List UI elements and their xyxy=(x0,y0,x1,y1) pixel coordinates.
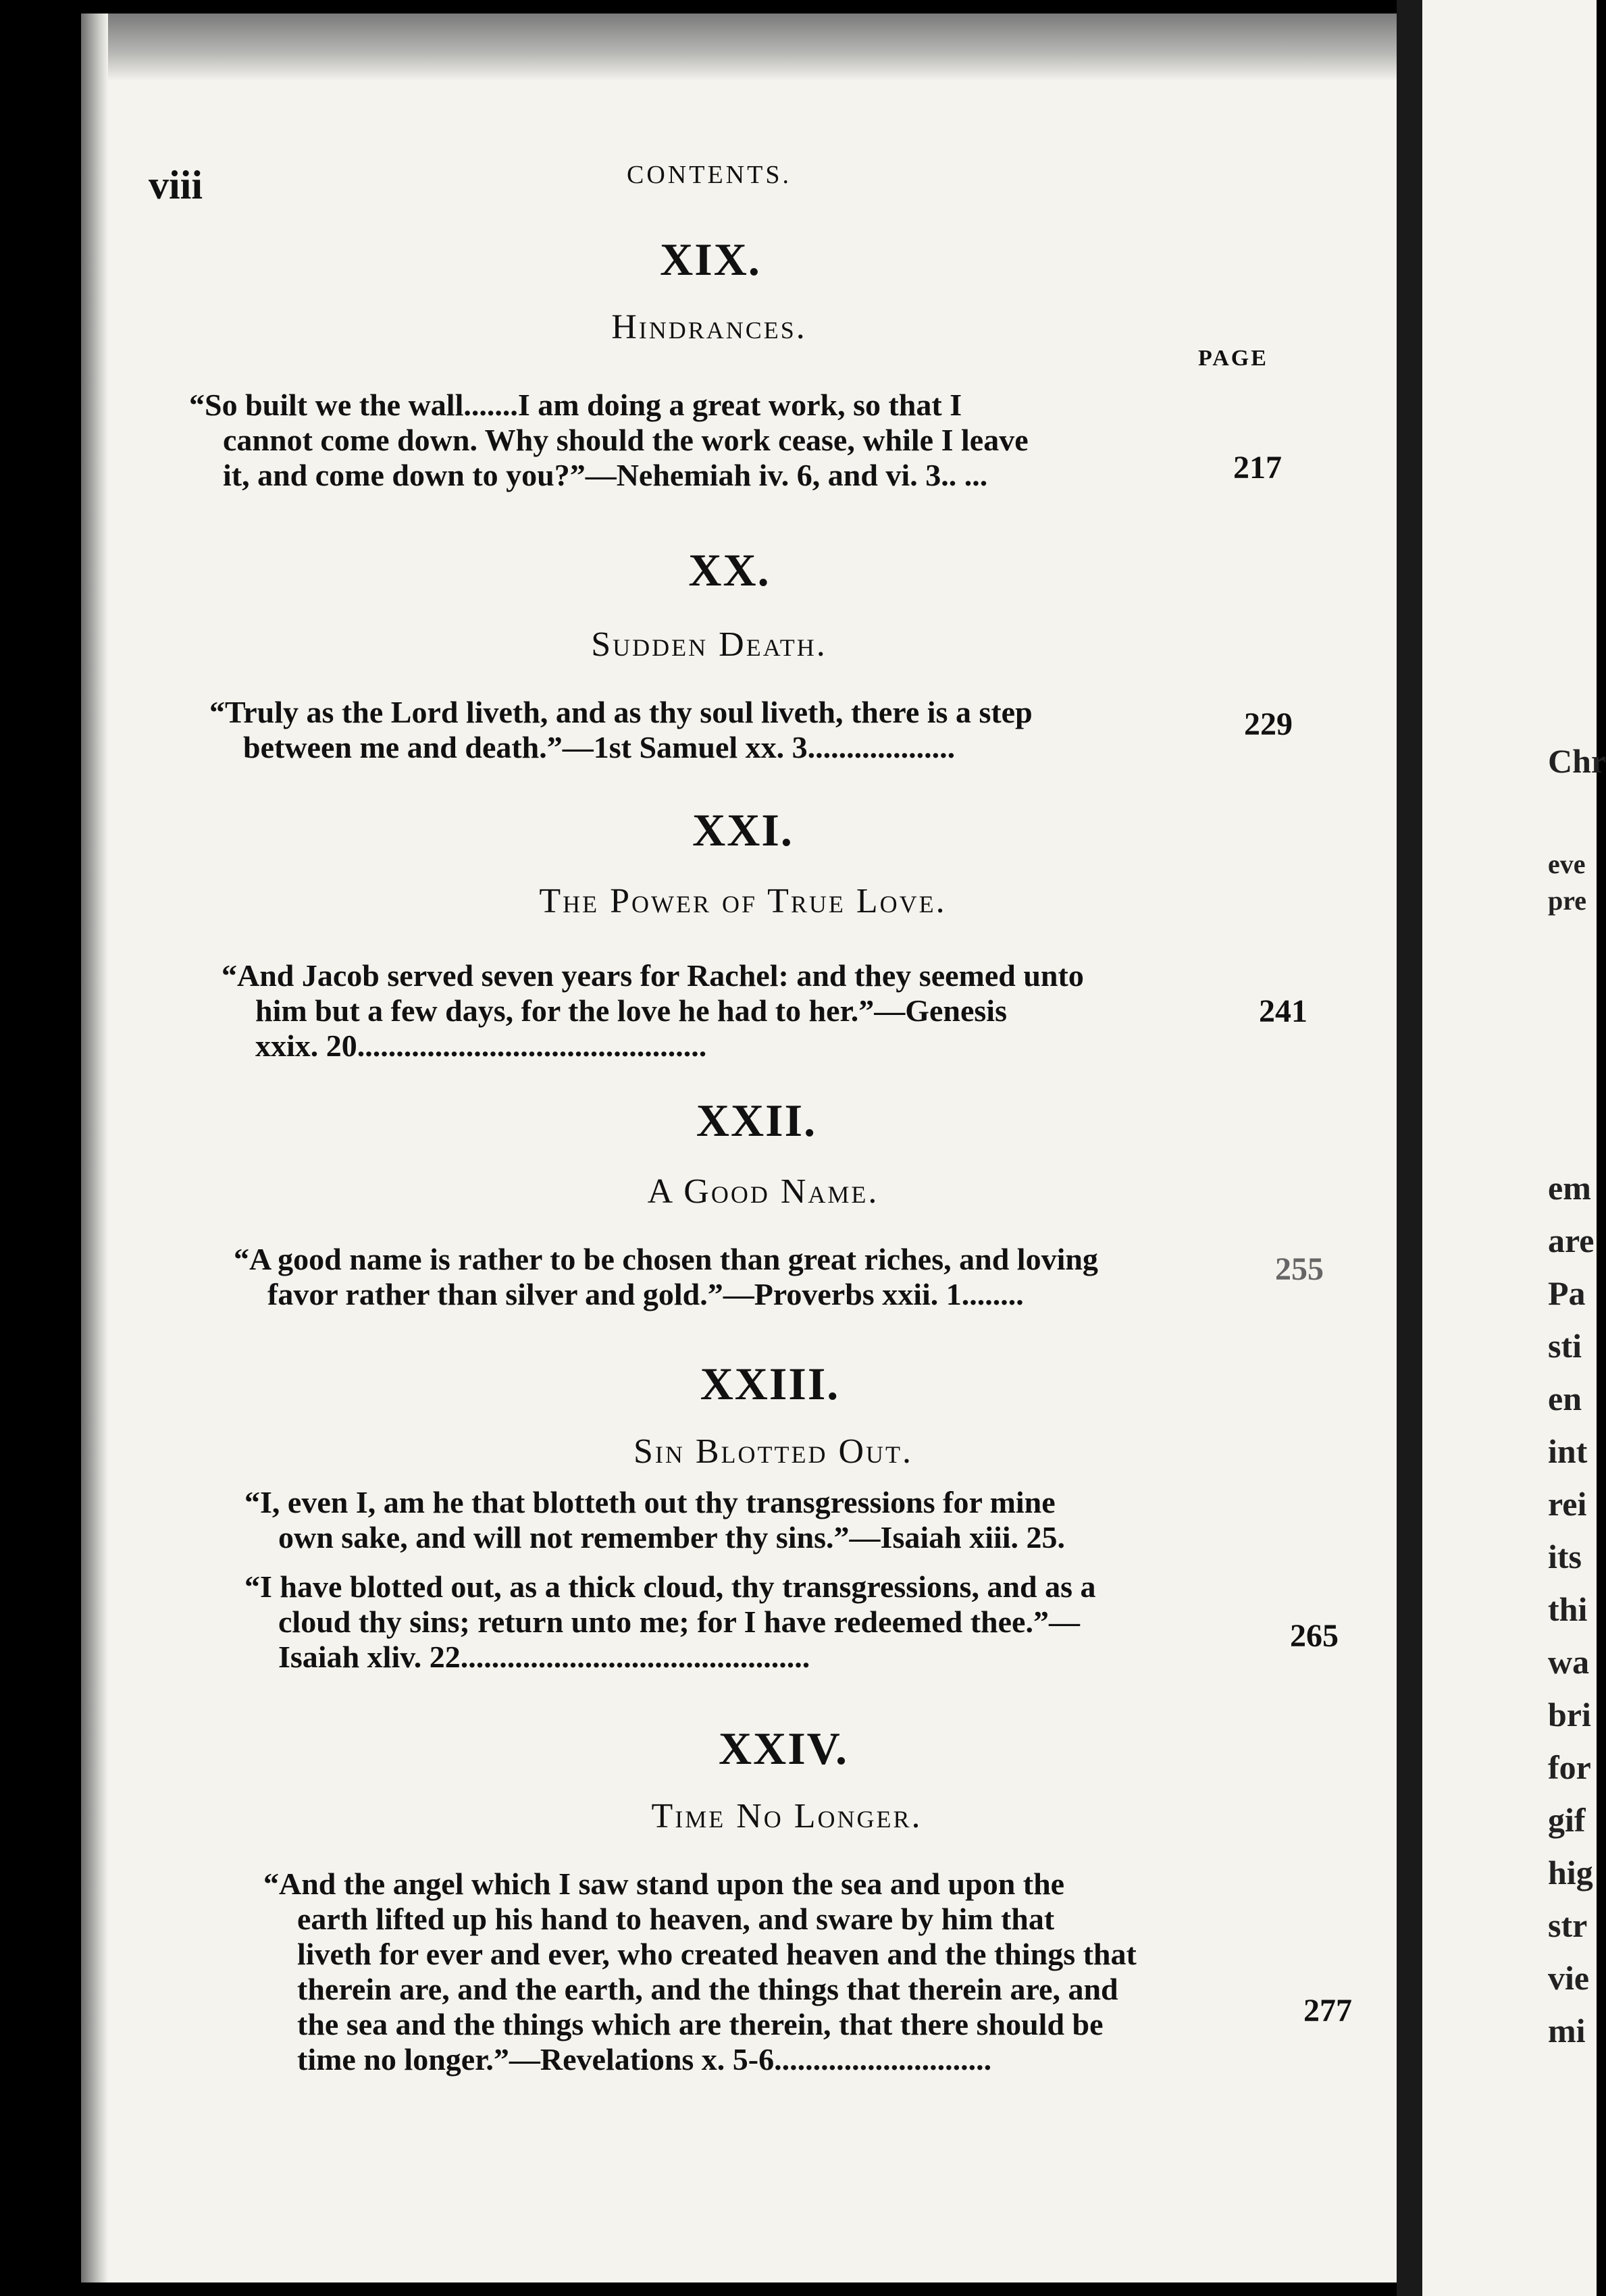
entry-line: it, and come down to you?”—Nehemiah iv. 6, and vi. 3.. ... xyxy=(223,458,988,492)
facing-fragment: mi xyxy=(1548,2012,1586,2050)
entry-line: “I have blotted out, as a thick cloud, thy transgressions, and as a xyxy=(244,1569,1096,1604)
facing-fragment: en xyxy=(1548,1380,1582,1417)
toc-entry xyxy=(263,1867,1290,2078)
facing-fragment: str xyxy=(1548,1906,1588,1944)
facing-fragment: int xyxy=(1548,1432,1588,1470)
entry-line: “A good name is rather to be chosen than great riches, and loving xyxy=(234,1242,1098,1276)
scan-shadow-top xyxy=(81,14,1425,81)
section-numeral: XXI. xyxy=(692,804,794,856)
scan-shadow-left xyxy=(81,14,108,2282)
facing-fragment: gif xyxy=(1548,1801,1586,1839)
book-gutter xyxy=(1397,0,1422,2296)
entry-page-number: 265 xyxy=(1290,1618,1339,1654)
running-head: CONTENTS. xyxy=(627,161,792,189)
section-numeral: XXII. xyxy=(696,1095,817,1146)
facing-fragment: rei xyxy=(1548,1485,1587,1523)
entry-line: the sea and the things which are therein, that there should be xyxy=(297,2007,1104,2041)
facing-fragment: Pa xyxy=(1548,1274,1586,1312)
facing-fragment: Chr xyxy=(1548,742,1606,780)
facing-fragment: are xyxy=(1548,1222,1595,1259)
entry-line: time no longer.”—Revelations x. 5-6............................ xyxy=(297,2042,992,2077)
page-folio: viii xyxy=(149,163,203,207)
facing-fragment: hig xyxy=(1548,1854,1593,1891)
toc-entry xyxy=(222,958,1248,1064)
section-title: The Power of True Love. xyxy=(539,882,947,920)
entry-page-number: 241 xyxy=(1259,993,1307,1029)
entry-line: “I, even I, am he that blotteth out thy transgressions for mine xyxy=(244,1485,1056,1519)
section-numeral: XXIII. xyxy=(700,1358,840,1409)
entry-page-number: 229 xyxy=(1244,706,1293,742)
toc-entry xyxy=(244,1569,1271,1675)
facing-fragment: thi xyxy=(1548,1590,1588,1628)
section-title: A Good Name. xyxy=(647,1172,879,1211)
entry-line: cloud thy sins; return unto me; for I have redeemed thee.”— xyxy=(278,1604,1080,1639)
toc-entry xyxy=(189,388,1236,494)
entry-line: own sake, and will not remember thy sins.”—Isaiah xiii. 25. xyxy=(278,1520,1066,1555)
section-title: Sin Blotted Out. xyxy=(633,1432,914,1471)
facing-fragment: bri xyxy=(1548,1696,1591,1733)
entry-page-number: 255 xyxy=(1275,1251,1324,1287)
entry-line: xxix. 20............................................. xyxy=(255,1028,707,1063)
entry-line: between me and death.”—1st Samuel xx. 3................... xyxy=(243,730,956,764)
toc-entry xyxy=(244,1485,1271,1556)
entry-line: earth lifted up his hand to heaven, and sware by him that xyxy=(297,1902,1055,1936)
section-title: Sudden Death. xyxy=(591,625,827,664)
facing-fragment: eve xyxy=(1548,849,1586,879)
facing-fragment: vie xyxy=(1548,1959,1590,1997)
facing-fragment: for xyxy=(1548,1748,1591,1786)
entry-line: “Truly as the Lord liveth, and as thy soul liveth, there is a step xyxy=(209,695,1033,729)
facing-fragment: em xyxy=(1548,1169,1591,1207)
entry-line: him but a few days, for the love he had to her.”—Genesis xyxy=(255,993,1007,1028)
entry-line: “And Jacob served seven years for Rachel: and they seemed unto xyxy=(222,958,1084,993)
entry-line: liveth for ever and ever, who created heaven and the things that xyxy=(297,1937,1137,1971)
section-title: Time No Longer. xyxy=(651,1797,923,1835)
entry-line: Isaiah xliv. 22............................................. xyxy=(278,1640,810,1674)
entry-page-number: 277 xyxy=(1303,1993,1352,2029)
section-numeral: XXIV. xyxy=(718,1723,849,1774)
facing-fragment: sti xyxy=(1548,1327,1582,1365)
section-title: Hindrances. xyxy=(611,308,807,346)
entry-line: cannot come down. Why should the work cease, while I leave xyxy=(223,423,1029,457)
toc-entry xyxy=(209,695,1229,766)
section-numeral: XIX. xyxy=(660,234,761,285)
facing-fragment: wa xyxy=(1548,1643,1590,1681)
facing-page xyxy=(1422,0,1597,2296)
entry-page-number: 217 xyxy=(1233,450,1282,486)
toc-entry xyxy=(234,1242,1253,1313)
entry-line: favor rather than silver and gold.”—Proverbs xxii. 1........ xyxy=(267,1277,1024,1311)
facing-fragment: its xyxy=(1548,1538,1582,1575)
entry-line: “And the angel which I saw stand upon the sea and upon the xyxy=(263,1867,1065,1901)
entry-line: therein are, and the earth, and the things that therein are, and xyxy=(297,1972,1118,2006)
page-column-label: PAGE xyxy=(1198,346,1268,371)
facing-fragment: pre xyxy=(1548,885,1587,916)
entry-line: “So built we the wall.......I am doing a great work, so that I xyxy=(189,388,962,422)
section-numeral: XX. xyxy=(688,544,771,596)
